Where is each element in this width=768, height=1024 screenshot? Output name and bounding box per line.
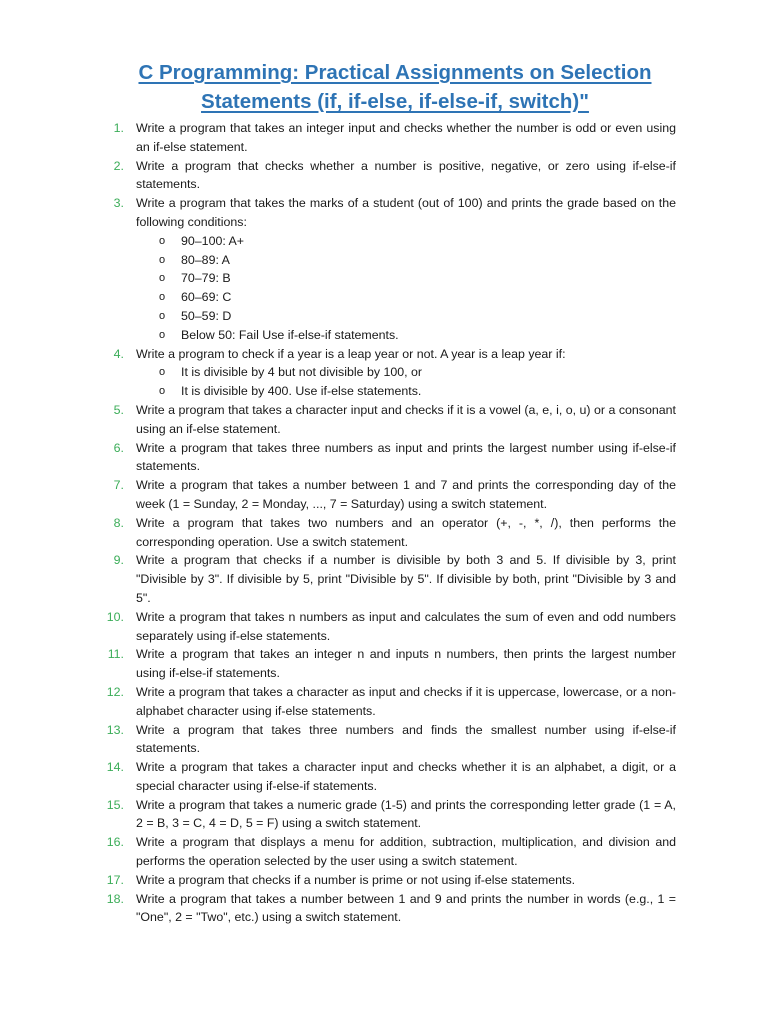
assignment-item <box>0 608 768 646</box>
sub-condition-list <box>0 232 768 345</box>
sub-condition-text: 60–69: C <box>181 290 232 305</box>
assignment-text: Write a program that takes a character input and checks if it is a vowel (a, e, i, o, u) or a consonant using an if-else statement. <box>136 402 676 436</box>
sub-condition-text: Below 50: Fail Use if-else-if statements. <box>181 327 399 342</box>
assignment-number: 10. <box>106 609 124 624</box>
assignment-item <box>0 401 768 439</box>
assignment-list <box>0 119 768 927</box>
document-title <box>80 58 710 116</box>
assignment-text: Write a program that displays a menu for addition, subtraction, multiplication, and division and performs the operation selected by the user using a switch statement. <box>136 835 676 869</box>
circle-bullet-icon: o <box>159 309 166 322</box>
assignment-item <box>0 194 768 344</box>
assignment-number: 9. <box>113 553 124 568</box>
assignment-text: Write a program that takes an integer input and checks whether the number is odd or even using an if-else statement. <box>136 121 676 154</box>
sub-condition-text: 70–79: B <box>181 271 231 286</box>
assignment-number: 3. <box>113 196 124 211</box>
assignment-number: 6. <box>113 440 124 455</box>
assignment-number: 7. <box>113 478 124 493</box>
assignment-text: Write a program to check if a year is a leap year or not. A year is a leap year if: <box>136 346 566 361</box>
assignment-number: 1. <box>113 121 124 135</box>
sub-condition-list <box>0 363 768 401</box>
sub-condition-text: 50–59: D <box>181 308 232 323</box>
title-line-1: C Programming: Practical Assignments on Selection <box>138 61 652 84</box>
assignment-text: Write a program that takes three numbers and finds the smallest number using if-else-if statements. <box>136 722 676 756</box>
assignment-text: Write a program that checks whether a number is positive, negative, or zero using if-else-if statements. <box>136 158 676 192</box>
circle-bullet-icon: o <box>159 272 166 285</box>
assignment-number: 12. <box>106 684 124 699</box>
assignment-number: 16. <box>106 835 124 850</box>
assignment-text: Write a program that takes an integer n and inputs n numbers, then prints the largest number using if-else-if statements. <box>136 647 676 681</box>
sub-condition-item <box>0 251 768 270</box>
circle-bullet-icon: o <box>159 366 166 379</box>
circle-bullet-icon: o <box>159 328 166 341</box>
assignment-item <box>0 439 768 477</box>
sub-condition-item <box>0 288 768 307</box>
assignment-text: Write a program that takes a character input and checks whether it is an alphabet, a digit, or a special character using if-else-if statements. <box>136 760 676 793</box>
sub-condition-text: 90–100: A+ <box>181 233 245 248</box>
assignment-item <box>0 833 768 871</box>
assignment-item <box>0 476 768 514</box>
assignment-text: Write a program that takes the marks of a student (out of 100) and prints the grade based on the following conditions: <box>136 196 676 229</box>
circle-bullet-icon: o <box>159 291 166 304</box>
assignment-number: 17. <box>106 872 124 887</box>
sub-condition-text: It is divisible by 400. Use if-else statements. <box>181 384 422 399</box>
assignment-item <box>0 645 768 683</box>
sub-condition-text: 80–89: A <box>181 252 230 267</box>
assignment-number: 13. <box>106 722 124 737</box>
sub-condition-item <box>0 269 768 288</box>
sub-condition-item <box>0 363 768 382</box>
circle-bullet-icon: o <box>159 234 166 247</box>
assignment-item <box>0 871 768 890</box>
assignment-item <box>0 157 768 195</box>
sub-condition-item <box>0 326 768 345</box>
assignment-text: Write a program that checks if a number is prime or not using if-else statements. <box>136 872 576 887</box>
assignment-item <box>0 551 768 607</box>
title-line-2: Statements (if, if-else, if-else-if, switch)" <box>201 90 589 113</box>
circle-bullet-icon: o <box>159 253 166 266</box>
sub-condition-text: It is divisible by 4 but not divisible by 100, or <box>181 365 423 380</box>
assignment-number: 18. <box>106 891 124 906</box>
assignment-text: Write a program that takes a character as input and checks if it is uppercase, lowercase, or a non-alphabet character using if-else statements. <box>136 684 676 718</box>
assignment-item <box>0 890 768 928</box>
assignment-number: 8. <box>113 515 124 530</box>
assignment-text: Write a program that takes a number between 1 and 9 and prints the number in words (e.g., 1 = "One", 2 = "Two", etc.) using a switch statement. <box>136 891 676 925</box>
circle-bullet-icon: o <box>159 385 166 398</box>
assignment-text: Write a program that takes a numeric grade (1-5) and prints the corresponding letter grade (1 = A, 2 = B, 3 = C, 4 = D, 5 = F) using a switch statement. <box>136 797 676 831</box>
sub-condition-item <box>0 382 768 401</box>
assignment-number: 4. <box>113 346 124 361</box>
assignment-text: Write a program that checks if a number is divisible by both 3 and 5. If divisible by 3, print "Divisible by 3". If divisible by 5, print "Divisible by 5". If divisible by both, print "Divisible by 3 and 5". <box>136 553 676 605</box>
assignment-text: Write a program that takes n numbers as input and calculates the sum of even and odd numbers separately using if-else statements. <box>136 609 676 643</box>
assignment-item <box>0 514 768 552</box>
sub-condition-item <box>0 307 768 326</box>
assignment-number: 5. <box>113 402 124 417</box>
assignment-number: 2. <box>113 158 124 173</box>
assignment-text: Write a program that takes two numbers and an operator (+, -, *, /), then performs the corresponding operation. Use a switch statement. <box>136 515 676 549</box>
assignment-item <box>0 119 768 157</box>
assignment-text: Write a program that takes a number between 1 and 7 and prints the corresponding day of the week (1 = Sunday, 2 = Monday, ..., 7 = Saturday) using a switch statement. <box>136 478 676 511</box>
assignment-number: 14. <box>106 760 124 775</box>
assignment-item <box>0 758 768 796</box>
assignment-item <box>0 345 768 401</box>
assignment-item <box>0 796 768 834</box>
assignment-item <box>0 683 768 721</box>
sub-condition-item <box>0 232 768 251</box>
assignment-number: 15. <box>106 797 124 812</box>
assignment-item <box>0 721 768 759</box>
assignment-number: 11. <box>107 647 124 662</box>
assignment-text: Write a program that takes three numbers as input and prints the largest number using if-else-if statements. <box>136 440 676 474</box>
